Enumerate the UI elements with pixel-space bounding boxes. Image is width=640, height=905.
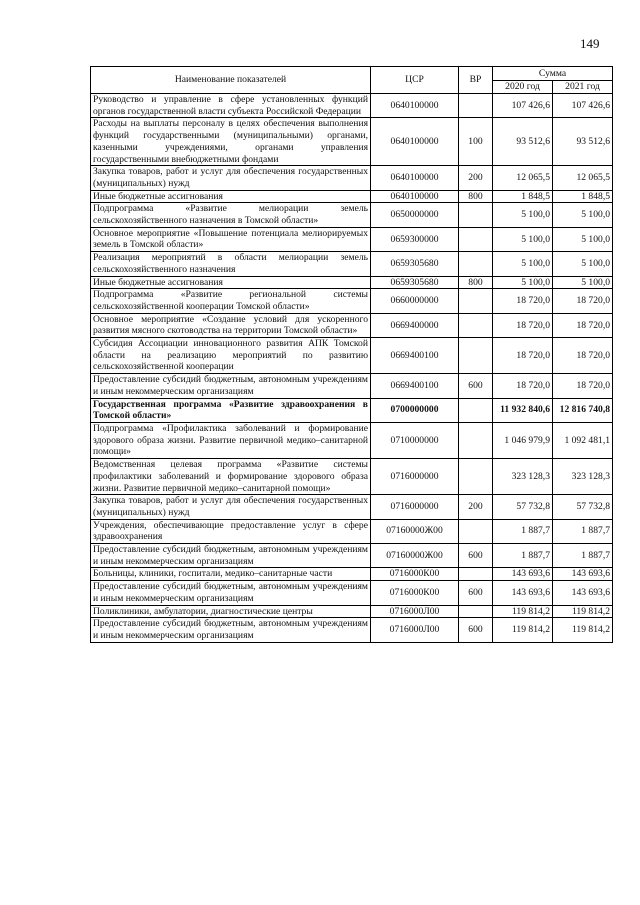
row-sum-2021-cell: 57 732,8	[553, 495, 613, 519]
row-vr-cell: 200	[459, 166, 493, 190]
row-name-cell: Подпрограмма «Профилактика заболеваний и формирование здорового образа жизни. Развитие первичной медико–санитарной помощи»	[91, 422, 371, 458]
row-sum-2020-cell: 107 426,6	[493, 94, 553, 118]
row-csr-cell: 0640100000	[371, 94, 459, 118]
row-vr-cell: 200	[459, 495, 493, 519]
row-vr-cell	[459, 289, 493, 313]
row-vr-cell: 600	[459, 544, 493, 568]
page-number: 149	[580, 36, 600, 51]
row-sum-2020-cell: 18 720,0	[493, 313, 553, 337]
row-vr-cell	[459, 398, 493, 422]
row-sum-2021-cell: 18 720,0	[553, 338, 613, 374]
row-sum-2020-cell: 5 100,0	[493, 252, 553, 276]
row-csr-cell: 0716000000	[371, 459, 459, 495]
row-vr-cell	[459, 227, 493, 251]
row-csr-cell: 0640100000	[371, 190, 459, 203]
row-vr-cell	[459, 519, 493, 543]
row-vr-cell: 800	[459, 190, 493, 203]
row-vr-cell	[459, 313, 493, 337]
table-row	[91, 252, 613, 276]
row-sum-2020-cell: 1 046 979,9	[493, 422, 553, 458]
row-name-cell: Подпрограмма «Развитие мелиорации земель сельскохозяйственного назначения в Томской области»	[91, 203, 371, 227]
row-sum-2021-cell: 18 720,0	[553, 374, 613, 398]
table-row	[91, 94, 613, 118]
table-row	[91, 544, 613, 568]
row-sum-2020-cell: 18 720,0	[493, 338, 553, 374]
row-csr-cell: 0669400000	[371, 313, 459, 337]
row-sum-2021-cell: 12 816 740,8	[553, 398, 613, 422]
row-csr-cell: 0716000К00	[371, 568, 459, 581]
row-sum-2021-cell: 143 693,6	[553, 581, 613, 605]
table-row	[91, 118, 613, 166]
row-sum-2020-cell: 18 720,0	[493, 374, 553, 398]
row-name-cell: Больницы, клиники, госпитали, медико–санитарные части	[91, 568, 371, 581]
row-sum-2021-cell: 5 100,0	[553, 227, 613, 251]
row-name-cell: Государственная программа «Развитие здравоохранения в Томской области»	[91, 398, 371, 422]
table-row	[91, 398, 613, 422]
row-csr-cell: 07160000Ж00	[371, 544, 459, 568]
row-name-cell: Реализация мероприятий в области мелиорации земель сельскохозяйственного назначения	[91, 252, 371, 276]
row-name-cell: Предоставление субсидий бюджетным, автономным учреждениям и иным некоммерческим организациям	[91, 544, 371, 568]
row-vr-cell	[459, 422, 493, 458]
table-row	[91, 422, 613, 458]
row-sum-2021-cell: 93 512,6	[553, 118, 613, 166]
row-name-cell: Расходы на выплаты персоналу в целях обеспечения выполнения функций государственными (муниципальными) органами, казенными учреждениями, органами управления государственными внебюджетными фондами	[91, 118, 371, 166]
row-csr-cell: 0659300000	[371, 227, 459, 251]
header-name: Наименование показателей	[91, 67, 371, 94]
row-csr-cell: 0710000000	[371, 422, 459, 458]
table-row	[91, 227, 613, 251]
table-row	[91, 374, 613, 398]
row-name-cell: Основное мероприятие «Создание условий для ускоренного развития мясного скотоводства на территории Томской области»	[91, 313, 371, 337]
row-name-cell: Руководство и управление в сфере установленных функций органов государственной власти субъекта Российской Федерации	[91, 94, 371, 118]
row-name-cell: Ведомственная целевая программа «Развитие системы профилактики заболеваний и формирование здорового образа жизни. Развитие первичной медико–санитарной помощи»	[91, 459, 371, 495]
row-csr-cell: 0669400100	[371, 338, 459, 374]
row-vr-cell	[459, 338, 493, 374]
row-sum-2021-cell: 1 887,7	[553, 519, 613, 543]
table-row	[91, 605, 613, 618]
row-sum-2020-cell: 5 100,0	[493, 276, 553, 289]
row-sum-2021-cell: 107 426,6	[553, 94, 613, 118]
row-csr-cell: 0660000000	[371, 289, 459, 313]
row-vr-cell: 100	[459, 118, 493, 166]
row-vr-cell	[459, 459, 493, 495]
row-csr-cell: 07160000Ж00	[371, 519, 459, 543]
row-sum-2020-cell: 119 814,2	[493, 605, 553, 618]
row-csr-cell: 0640100000	[371, 166, 459, 190]
row-vr-cell: 600	[459, 618, 493, 642]
row-vr-cell	[459, 203, 493, 227]
row-vr-cell	[459, 568, 493, 581]
table-row	[91, 495, 613, 519]
row-sum-2021-cell: 119 814,2	[553, 618, 613, 642]
row-sum-2021-cell: 5 100,0	[553, 252, 613, 276]
row-sum-2020-cell: 18 720,0	[493, 289, 553, 313]
table-body	[91, 94, 613, 643]
row-sum-2020-cell: 1 887,7	[493, 544, 553, 568]
table-row	[91, 519, 613, 543]
row-name-cell: Учреждения, обеспечивающие предоставление услуг в сфере здравоохранения	[91, 519, 371, 543]
row-csr-cell: 0659305680	[371, 276, 459, 289]
row-csr-cell: 0650000000	[371, 203, 459, 227]
row-sum-2021-cell: 323 128,3	[553, 459, 613, 495]
row-csr-cell: 0716000К00	[371, 581, 459, 605]
row-sum-2021-cell: 1 887,7	[553, 544, 613, 568]
row-csr-cell: 0669400100	[371, 374, 459, 398]
row-name-cell: Подпрограмма «Развитие региональной системы сельскохозяйственной кооперации Томской области»	[91, 289, 371, 313]
table-row	[91, 618, 613, 642]
row-sum-2021-cell: 5 100,0	[553, 276, 613, 289]
row-csr-cell: 0716000Л00	[371, 618, 459, 642]
row-name-cell: Основное мероприятие «Повышение потенциала мелиорируемых земель в Томской области»	[91, 227, 371, 251]
row-sum-2021-cell: 1 092 481,1	[553, 422, 613, 458]
header-sum: Сумма	[493, 67, 613, 81]
row-csr-cell: 0700000000	[371, 398, 459, 422]
table-row	[91, 459, 613, 495]
row-csr-cell: 0640100000	[371, 118, 459, 166]
row-sum-2021-cell: 18 720,0	[553, 289, 613, 313]
row-sum-2021-cell: 12 065,5	[553, 166, 613, 190]
row-sum-2021-cell: 18 720,0	[553, 313, 613, 337]
row-sum-2021-cell: 1 848,5	[553, 190, 613, 203]
row-name-cell: Предоставление субсидий бюджетным, автономным учреждениям и иным некоммерческим организациям	[91, 618, 371, 642]
row-sum-2020-cell: 5 100,0	[493, 203, 553, 227]
row-vr-cell	[459, 94, 493, 118]
row-sum-2020-cell: 119 814,2	[493, 618, 553, 642]
budget-table	[90, 66, 613, 643]
row-sum-2020-cell: 323 128,3	[493, 459, 553, 495]
row-name-cell: Предоставление субсидий бюджетным, автономным учреждениям и иным некоммерческим организациям	[91, 581, 371, 605]
row-sum-2020-cell: 12 065,5	[493, 166, 553, 190]
row-name-cell: Закупка товаров, работ и услуг для обеспечения государственных (муниципальных) нужд	[91, 495, 371, 519]
row-name-cell: Закупка товаров, работ и услуг для обеспечения государственных (муниципальных) нужд	[91, 166, 371, 190]
table-row	[91, 166, 613, 190]
row-sum-2020-cell: 93 512,6	[493, 118, 553, 166]
row-vr-cell: 600	[459, 374, 493, 398]
row-sum-2020-cell: 57 732,8	[493, 495, 553, 519]
row-sum-2021-cell: 5 100,0	[553, 203, 613, 227]
table-row	[91, 190, 613, 203]
row-sum-2020-cell: 11 932 840,6	[493, 398, 553, 422]
row-name-cell: Иные бюджетные ассигнования	[91, 276, 371, 289]
row-name-cell: Предоставление субсидий бюджетным, автономным учреждениям и иным некоммерческим организациям	[91, 374, 371, 398]
row-sum-2020-cell: 143 693,6	[493, 581, 553, 605]
row-sum-2020-cell: 5 100,0	[493, 227, 553, 251]
row-sum-2021-cell: 119 814,2	[553, 605, 613, 618]
row-name-cell: Субсидия Ассоциации инновационного развития АПК Томской области на реализацию мероприятий по развитию сельскохозяйственной кооперации	[91, 338, 371, 374]
table-row	[91, 276, 613, 289]
row-sum-2020-cell: 143 693,6	[493, 568, 553, 581]
header-year-2020: 2020 год	[493, 81, 553, 94]
row-vr-cell	[459, 252, 493, 276]
table-row	[91, 289, 613, 313]
table-row	[91, 581, 613, 605]
table-row	[91, 313, 613, 337]
header-csr: ЦСР	[371, 67, 459, 94]
row-name-cell: Иные бюджетные ассигнования	[91, 190, 371, 203]
row-sum-2020-cell: 1 848,5	[493, 190, 553, 203]
table-row	[91, 203, 613, 227]
row-vr-cell: 600	[459, 581, 493, 605]
header-vr: ВР	[459, 67, 493, 94]
row-name-cell: Поликлиники, амбулатории, диагностические центры	[91, 605, 371, 618]
header-year-2021: 2021 год	[553, 81, 613, 94]
row-csr-cell: 0716000Л00	[371, 605, 459, 618]
table-row	[91, 568, 613, 581]
row-vr-cell	[459, 605, 493, 618]
row-csr-cell: 0716000000	[371, 495, 459, 519]
row-csr-cell: 0659305680	[371, 252, 459, 276]
row-vr-cell: 800	[459, 276, 493, 289]
row-sum-2021-cell: 143 693,6	[553, 568, 613, 581]
row-sum-2020-cell: 1 887,7	[493, 519, 553, 543]
table-row	[91, 338, 613, 374]
